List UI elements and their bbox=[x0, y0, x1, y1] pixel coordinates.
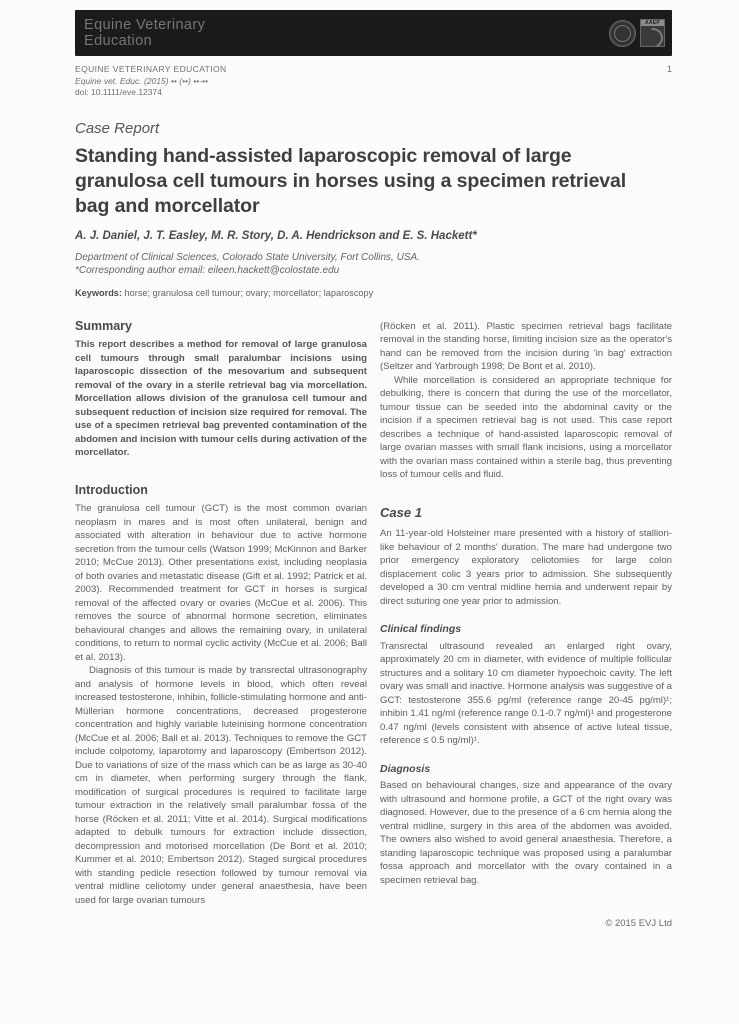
case1-paragraph: An 11-year-old Holsteiner mare presented with a history of stallion-like behaviour of 2 months' duration. The mare had undergone two prior emergency exploratory celiotomies for large colon displacement colic 3 years prior to admission. She subsequently developed a 30 cm ventral midline hernia and underwent repair by direct suturing one year prior to admission. bbox=[380, 528, 672, 607]
aaep-swirl-icon bbox=[640, 24, 665, 47]
page-number: 1 bbox=[666, 64, 672, 74]
article-type-label: Case Report bbox=[75, 119, 160, 137]
aaep-logo-icon bbox=[640, 19, 665, 47]
masthead-doi: doi: 10.1111/eve.12374 bbox=[75, 87, 162, 97]
corresponding-author-email: *Corresponding author email: eileen.hackett@colostate.edu bbox=[75, 264, 340, 276]
continuation-paragraph-2: While morcellation is considered an appropriate technique for debulking, there is concern that during the use of the morcellator, tumour tissue can be seeded into the abdominal cavity or the incision if a specimen retrieval bag is not used. This case report describes a technique of hand-assisted laparoscopic removal of large ovarian masses with small flank incisions, using a morcellator with the ovarian mass contained within a sterile bag, thus preventing loss of tumour cells and fluid. bbox=[380, 374, 672, 480]
masthead bbox=[75, 64, 672, 99]
masthead-info bbox=[75, 64, 227, 99]
article-title: Standing hand-assisted laparoscopic removal of large granulosa cell tumours in horses using a specimen retrieval bag and morcellator bbox=[75, 144, 627, 217]
summary-paragraph: This report describes a method for removal of large granulosa cell tumours through small paralumbar incisions using laparoscopic dissection of the mesovarium and subsequent removal of the ovary in a sterile retrieval bag via morcellation. Morcellation allows division of the granulosa cell tumour and subsequent reduction of incision size required for removal. The use of a specimen retrieval bag prevented contamination of the abdomen and incision with tumour cells during activation of the morcellator. bbox=[75, 339, 367, 458]
introduction-paragraph-2: Diagnosis of this tumour is made by transrectal ultrasonography and analysis of hormone levels in blood, which often reveal increased testosterone, inhibin, follicle-stimulating hormone and anti-Müllerian hormone concentrations, decreased progesterone concentration and highly variable luteinising hormone concentration (McCue et al. 2006; Ball et al. 2013). Techniques to remove the GCT include colpotomy, laparotomy and laparoscopy (Embertson 2012). Due to variations of size of the mass which can be as large as 30-40 cm in diameter, when performing surgery through the flank, modification of surgical procedures is required to facilitate large tumour extraction in the relatively small paralumbar fossa of the horse (Röcken et al. 2011; Vitte et al. 2014). Surgical modifications adapted to debulk tumours for extraction include dissection, decompression and motorised morcellation (De Bont et al. 2010; Kummer et al. 2010; Embertson 2012). Staged surgical procedures with standing pedicle resection followed by tumour removal via ventral midline celiotomy under general anaesthesia, have been used for large ovarian tumours bbox=[75, 665, 367, 906]
beva-seal-inner-icon bbox=[614, 25, 631, 42]
beva-seal-icon bbox=[609, 20, 636, 47]
keywords-text: horse; granulosa cell tumour; ovary; morcellator; laparoscopy bbox=[124, 287, 374, 298]
author-list: A. J. Daniel, J. T. Easley, M. R. Story, D. A. Hendrickson and E. S. Hackett* bbox=[75, 229, 477, 242]
copyright-notice: © 2015 EVJ Ltd bbox=[605, 918, 672, 929]
page-content bbox=[75, 10, 672, 907]
summary-heading: Summary bbox=[75, 318, 132, 333]
journal-banner-title bbox=[84, 17, 205, 49]
introduction-paragraph-1: The granulosa cell tumour (GCT) is the most common ovarian neoplasm in mares and is most often unilateral, benign and associated with alteration in behaviour due to active hormone secretion from the tumour cells (Watson 1999; McKinnon and Barker 2010; McCue 2013). Other presentations exist, including neoplasia of both ovaries and metastatic disease (Gift et al. 1992; Patrick et al. 2003). Recommended treatment for GCT in horses is surgical removal of the affected ovary or ovaries (McCue et al. 2006). This removes the source of abnormal hormone secretion, eliminates behavioural changes and allows the remaining ovary, in unilateral conditions, to return to normal cyclic activity (McCue et al. 2006; Ball et al. 2013). bbox=[75, 503, 367, 663]
diagnosis-paragraph: Based on behavioural changes, size and appearance of the ovary with ultrasound and hormone profile, a GCT of the right ovary was diagnosed. However, due to the presence of a 6 cm hernia along the ventral midline, surgery in this area of the abdomen was avoided. The owners also wished to avoid general anaesthesia. Therefore, a standing laparoscopic technique was proposed using a paralumbar fossa approach and morcellator with the ovary contained in a specimen retrieval bag. bbox=[380, 780, 672, 886]
aaep-logo-label: AAEP bbox=[641, 20, 664, 26]
clinical-findings-heading: Clinical findings bbox=[380, 623, 462, 635]
continuation-paragraph-1: (Röcken et al. 2011). Plastic specimen retrieval bags facilitate removal in the standing horse, limiting incision size as the operator's hand can be removed from the incision during 'in bag' extraction (Seltzer and Yarbrough 1998; De Bont et al. 2010). bbox=[380, 320, 672, 372]
masthead-citation: Equine vet. Educ. (2015) •• (••) ••-•• bbox=[75, 75, 208, 86]
journal-banner bbox=[75, 10, 672, 56]
keywords-line bbox=[75, 288, 672, 298]
case1-heading: Case 1 bbox=[380, 504, 422, 520]
introduction-heading: Introduction bbox=[75, 482, 148, 497]
journal-title-line1: Equine Veterinary bbox=[84, 17, 206, 33]
clinical-findings-paragraph: Transrectal ultrasound revealed an enlarged right ovary, approximately 20 cm in diameter, with evidence of multiple follicular structures and a solitary 10 cm diameter hypoechoic cavity. The left ovary was small and inactive. Hormone analysis was suggestive of a GCT: testosterone 355.6 pg/ml (reference range 20-45 pg/ml)¹; inhibin 1.41 ng/ml (reference range 0.1-0.7 ng/ml)¹ and progesterone 0.47 ng/ml (levels consistent with absence of active luteal tissue, reference ≤ 0.5 ng/ml)¹. bbox=[380, 640, 672, 746]
journal-title-line2: Education bbox=[84, 33, 153, 49]
diagnosis-heading: Diagnosis bbox=[380, 762, 431, 775]
keywords-label: Keywords: bbox=[75, 287, 122, 298]
affiliation: Department of Clinical Sciences, Colorado State University, Fort Collins, USA. bbox=[75, 251, 420, 263]
right-column bbox=[380, 320, 672, 908]
article-body bbox=[75, 320, 672, 908]
left-column bbox=[75, 320, 367, 908]
banner-logos bbox=[609, 19, 665, 47]
masthead-journal-name: EQUINE VETERINARY EDUCATION bbox=[75, 64, 227, 74]
